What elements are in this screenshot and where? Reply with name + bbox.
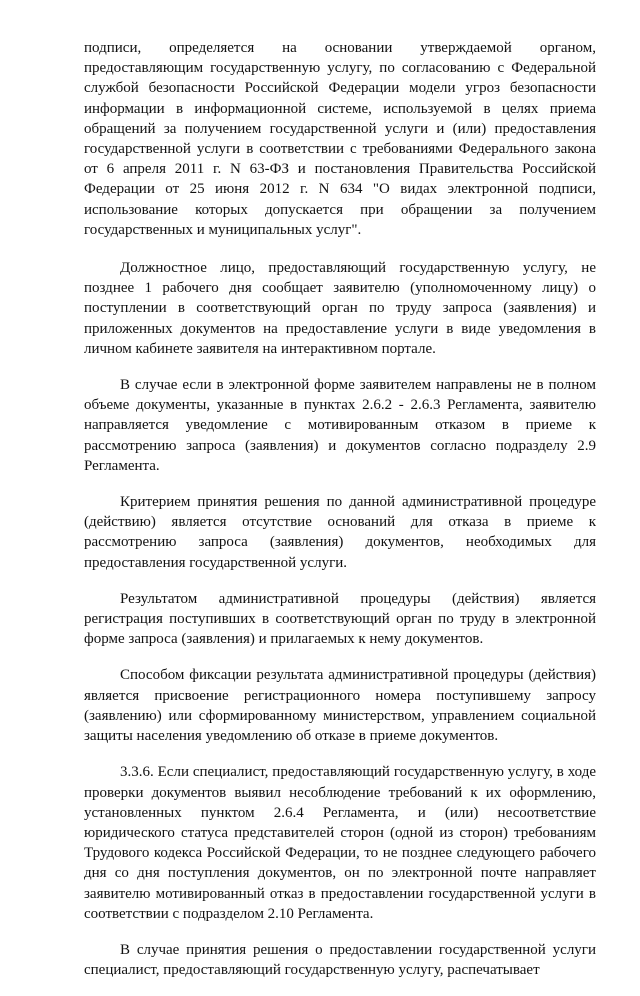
paragraph-decision-criterion: Критерием принятия решения по данной административной процедуре (действию) является отсутствие оснований для отказа в приеме к рассмотрению запроса (заявления) документов, необходимых для предоставления государственной услуги. <box>84 494 596 571</box>
paragraph-section-3-3-6: 3.3.6. Если специалист, предоставляющий государственную услугу, в ходе проверки документов выявил несоблюдение требований к их оформлению, установленных пунктом 2.6.4 Регламента, и (или) несоответствие юридического статуса представителей сторон (одной из сторон) требованиям Трудового кодекса Российской Федерации, то не позднее следующего рабочего дня со дня поступления документов, он по электронной почте направляет заявителю мотивированный отказ в предоставлении государственной услуги в соответствии с подразделом 2.10 Регламента. <box>84 764 596 922</box>
paragraph-procedure-result: Результатом административной процедуры (действия) является регистрация поступивших в соответствующий орган по труду в электронной форме запроса (заявления) и прилагаемых к нему документов. <box>84 590 596 648</box>
paragraph-incomplete-documents: В случае если в электронной форме заявителем направлены не в полном объеме документы, указанные в пунктах 2.6.2 - 2.6.3 Регламента, заявителю направляется уведомление с мотивированным отказом в приеме к рассмотрению запроса (заявления) и документов согласно подразделу 2.9 Регламента. <box>84 377 596 474</box>
document-page <box>84 38 596 996</box>
paragraph-notification-to-applicant: Должностное лицо, предоставляющий государственную услугу, не позднее 1 рабочего дня сообщает заявителю (уполномоченному лицу) о поступлении в соответствующий орган по труду запроса (заявления) и приложенных документов на предоставление услуги в виде уведомления в личном кабинете заявителя на интерактивном портале. <box>84 260 596 357</box>
paragraph-result-fixation: Способом фиксации результата административной процедуры (действия) является присвоение регистрационного номера поступившему запросу (заявлению) или сформированному министерством, управлением социальной защиты населения уведомлению об отказе в приеме документов. <box>84 667 596 745</box>
paragraph-decision-to-provide: В случае принятия решения о предоставлении государственной услуги специалист, предоставляющий государственную услугу, распечатывает <box>84 941 596 979</box>
paragraph-signature-threat-model: подписи, определяется на основании утверждаемой органом, предоставляющим государственную услугу, по согласованию с Федеральной службой безопасности Российской Федерации модели угроз безопасности информации в информационной системе, используемой в целях приема обращений за получением государственной услуги и (или) предоставления государственной услуги в соответствии с требованиями Федерального закона от 6 апреля 2011 г. N 63-ФЗ и постановления Правительства Российской Федерации от 25 июня 2012 г. N 634 "О видах электронной подписи, использование которых допускается при обращении за получением государственных и муниципальных услуг". <box>84 40 596 238</box>
